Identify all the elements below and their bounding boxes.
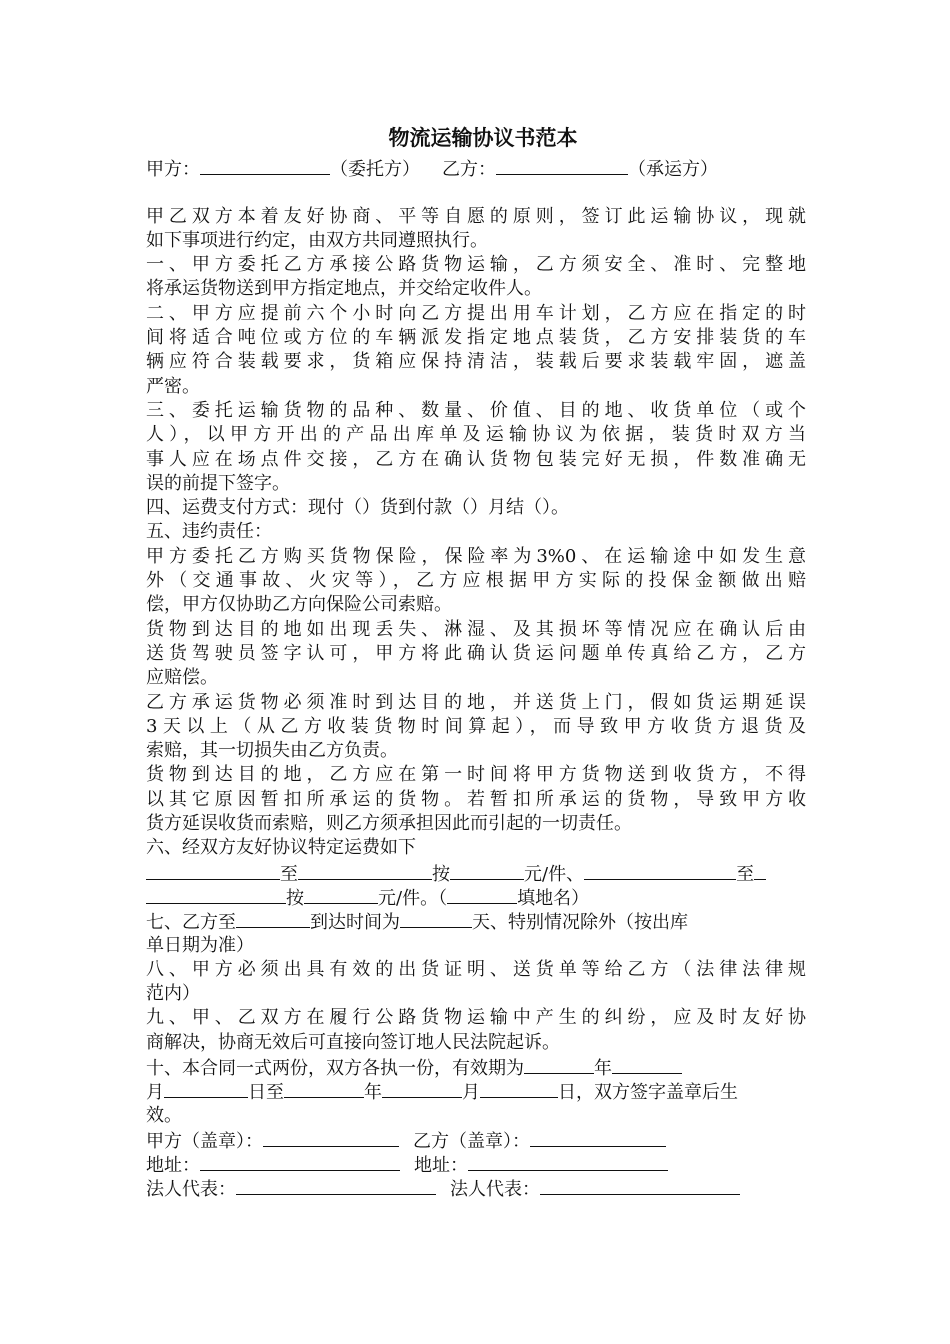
body-line: 货方延误收货而索赔，则乙方须承担因此而引起的一切责任。 <box>146 813 632 835</box>
party-a-label: 甲方： <box>146 159 200 180</box>
destination2-blank[interactable] <box>146 885 286 904</box>
blank-spacer <box>146 180 806 204</box>
party-b-seal-blank[interactable] <box>530 1128 666 1147</box>
party-a-role: （委托方） <box>330 159 420 180</box>
item10-year: 年 <box>594 1057 612 1079</box>
item10-line-3: 效。 <box>146 1104 182 1126</box>
item9-line-1: 九、甲、乙双方在履行公路货物运输中产生的纠纷，应及时友好协 <box>146 1007 806 1029</box>
item10-line-2 <box>146 1079 806 1103</box>
document-title: 物流运输协议书范本 <box>388 126 578 150</box>
party-a-rep-label: 法人代表： <box>146 1179 236 1201</box>
party-b-rep-blank[interactable] <box>540 1176 740 1195</box>
item7-suffix: 天、特别情况除外（按出库 <box>472 912 688 934</box>
body-line: 3天以上（从乙方收装货物时间算起），而导致甲方收货方退货及 <box>146 715 806 737</box>
party-a-address-label: 地址： <box>146 1155 200 1177</box>
item10-month2: 月 <box>462 1082 480 1104</box>
parties-line <box>146 156 806 180</box>
item8-line-2: 范内） <box>146 983 200 1005</box>
contract-page <box>146 120 806 1201</box>
body-line: 人），以甲方开出的产品出库单及运输协议为依据，装货时双方当 <box>146 424 806 446</box>
body-line: 甲方委托乙方购买货物保险，保险率为3%0、在运输途中如发生意 <box>146 545 806 567</box>
party-b-address-blank[interactable] <box>468 1152 668 1171</box>
end-day-blank[interactable] <box>480 1079 558 1098</box>
body-line: 辆应符合装载要求，货箱应保持清洁，装载后要求装载牢固，遮盖 <box>146 351 806 373</box>
body-line: 偿，甲方仅协助乙方向保险公司索赔。 <box>146 594 452 616</box>
item7-place-blank[interactable] <box>236 909 310 928</box>
fee-line-1 <box>146 861 806 885</box>
body-line: 事人应在场点件交接，乙方在确认货物包装完好无损，件数准确无 <box>146 448 806 470</box>
body-line: 将承运货物送到甲方指定地点，并交给定收件人。 <box>146 278 542 300</box>
party-a-rep-blank[interactable] <box>236 1176 436 1195</box>
destination2-blank-start[interactable] <box>754 861 766 880</box>
seal-line <box>146 1128 806 1152</box>
item10-month: 月 <box>146 1082 164 1104</box>
body-line: 误的前提下签字。 <box>146 472 290 494</box>
body-line: 一、甲方委托乙方承接公路货物运输，乙方须安全、准时、完整地 <box>146 254 806 276</box>
party-b-seal-label: 乙方（盖章）： <box>413 1130 530 1152</box>
item7-days-blank[interactable] <box>400 909 472 928</box>
validity-month-blank-start[interactable] <box>612 1055 682 1074</box>
body-line: 货物到达目的地如出现丢失、淋湿、及其损坏等情况应在确认后由 <box>146 618 806 640</box>
body-line: 三、委托运输货物的品种、数量、价值、目的地、收货单位（或个 <box>146 399 806 421</box>
party-a-seal-blank[interactable] <box>263 1128 399 1147</box>
price2-blank[interactable] <box>304 885 378 904</box>
item9-line-2: 商解决，协商无效后可直接向签订地人民法院起诉。 <box>146 1031 560 1053</box>
address-line <box>146 1152 806 1176</box>
body-line: 送货驾驶员签字认可，甲方将此确认货运问题单传真给乙方，乙方 <box>146 642 806 664</box>
end-month-blank[interactable] <box>382 1079 462 1098</box>
body-line: 如下事项进行约定，由双方共同遵照执行。 <box>146 229 488 251</box>
fee2-unit: 元/件。（ <box>378 887 448 909</box>
fee-unit: 元/件、 <box>524 863 585 885</box>
item10-day-to: 日至 <box>248 1082 284 1104</box>
party-b-label: 乙方： <box>442 159 496 180</box>
end-year-blank[interactable] <box>284 1079 364 1098</box>
item10-prefix: 十、本合同一式两份，双方各执一份，有效期为 <box>146 1057 524 1079</box>
item10-tail: 日，双方签字盖章后生 <box>558 1082 738 1104</box>
party-b-blank[interactable] <box>496 156 628 175</box>
party-b-address-label: 地址： <box>414 1155 468 1177</box>
body-line: 五、违约责任： <box>146 521 272 543</box>
fill-place-hint: 填地名） <box>517 887 590 909</box>
item7-line-2: 单日期为准） <box>146 934 254 956</box>
validity-year-blank[interactable] <box>524 1055 594 1074</box>
fee-line-2 <box>146 885 806 909</box>
party-b-role: （承运方） <box>628 159 718 180</box>
item8-line-1: 八、甲方必须出具有效的出货证明、送货单等给乙方（法律法律规 <box>146 958 806 980</box>
price-blank[interactable] <box>450 861 524 880</box>
body-line: 严密。 <box>146 375 200 397</box>
body-line: 货物到达目的地，乙方应在第一时间将甲方货物送到收货方，不得 <box>146 764 806 786</box>
origin-blank[interactable] <box>146 861 280 880</box>
body-line: 四、运费支付方式：现付（）货到付款（）月结（）。 <box>146 497 569 519</box>
body-line: 六、经双方友好协议特定运费如下 <box>146 837 416 859</box>
body-line: 以其它原因暂扣所承运的货物。若暂扣所承运的货物，导致甲方收 <box>146 788 806 810</box>
body-line: 索赔，其一切损失由乙方负责。 <box>146 740 398 762</box>
fee-to: 至 <box>280 863 298 885</box>
party-a-seal-label: 甲方（盖章）： <box>146 1130 263 1152</box>
origin2-blank[interactable] <box>584 861 736 880</box>
party-b-rep-label: 法人代表： <box>450 1179 540 1201</box>
body-line: 二、甲方应提前六个小时向乙方提出用车计划，乙方应在指定的时 <box>146 302 806 324</box>
place-name-blank[interactable] <box>447 885 517 904</box>
item7-mid: 到达时间为 <box>310 912 400 934</box>
party-a-blank[interactable] <box>200 156 330 175</box>
body-line: 乙方承运货物必须准时到达目的地，并送货上门，假如货运期延误 <box>146 691 806 713</box>
fee-by: 按 <box>432 863 450 885</box>
body-line: 外（交通事故、火灾等），乙方应根据甲方实际的投保金额做出赔 <box>146 570 806 592</box>
representative-line <box>146 1176 806 1200</box>
item7-prefix: 七、乙方至 <box>146 912 236 934</box>
body-line: 应赔偿。 <box>146 667 218 689</box>
party-a-address-blank[interactable] <box>200 1152 400 1171</box>
body-paragraphs <box>146 205 806 861</box>
fee-to2: 至 <box>736 863 755 885</box>
destination-blank[interactable] <box>298 861 432 880</box>
item7-line-1 <box>146 909 806 933</box>
body-line: 间将适合吨位或方位的车辆派发指定地点装货，乙方安排装货的车 <box>146 327 806 349</box>
body-line: 甲乙双方本着友好协商、平等自愿的原则，签订此运输协议，现就 <box>146 205 806 227</box>
validity-day-blank[interactable] <box>164 1079 248 1098</box>
item10-line-1 <box>146 1055 806 1079</box>
item10-year2: 年 <box>364 1082 382 1104</box>
fee2-by: 按 <box>286 887 304 909</box>
